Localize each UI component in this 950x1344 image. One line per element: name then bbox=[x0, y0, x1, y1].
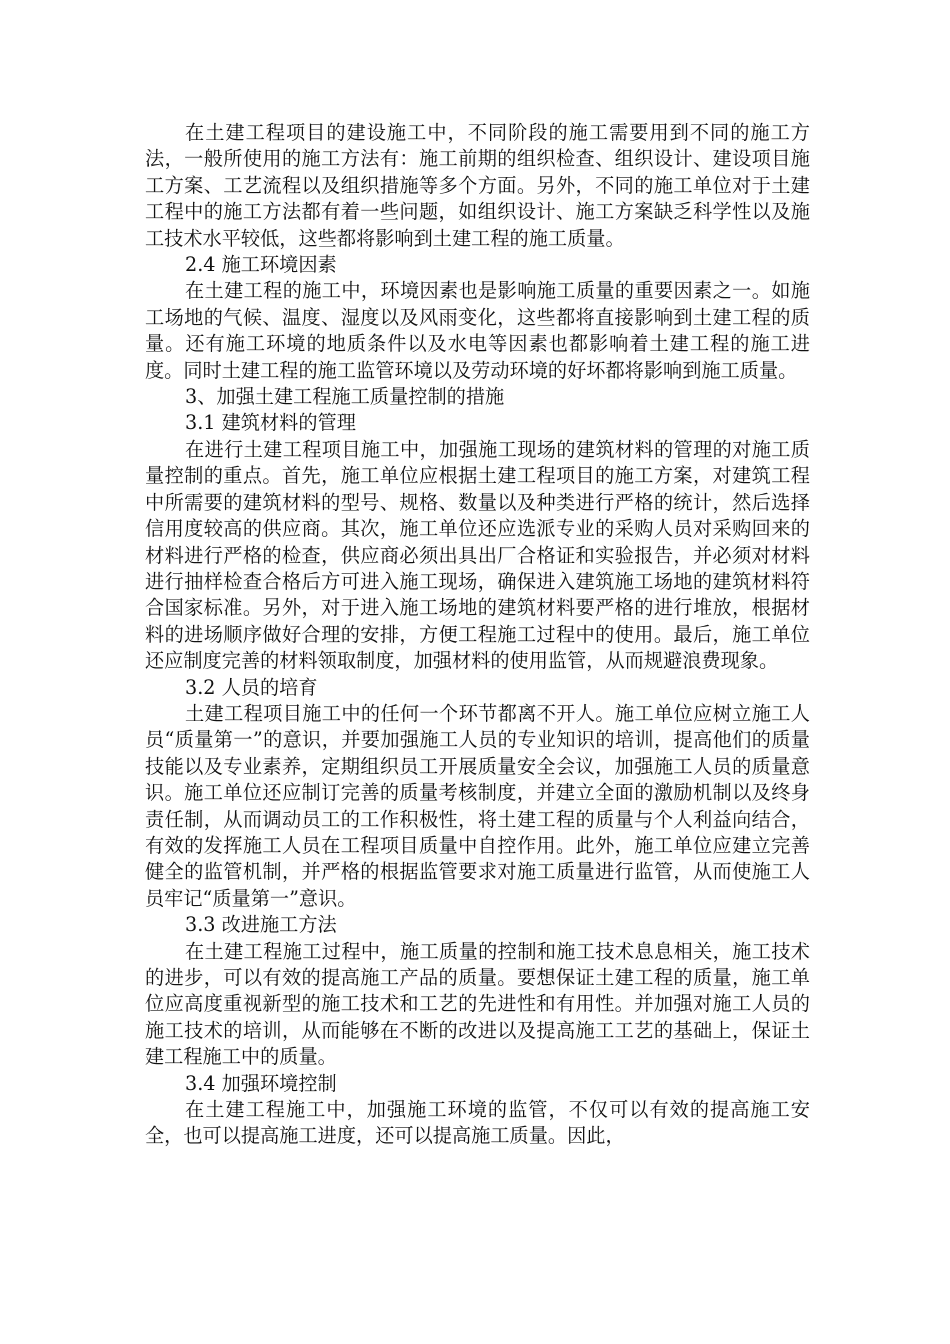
heading-3-2-personnel-training: 3.2 人员的培育 bbox=[185, 675, 318, 699]
paragraph-improve-methods: 在土建工程施工过程中，施工质量的控制和施工技术息息相关，施工技术的进步，可以有效的提高施工产品的质量。要想保证土建工程的质量，施工单位应高度重视新型的施工技术和工艺的先进性和有用性。并加强对施工人员的施工技术的培训，从而能够在不断的改进以及提高施工工艺的基础上，保证土建工程施工中的质量。 bbox=[145, 939, 810, 1069]
heading-3-4-environment-control: 3.4 加强环境控制 bbox=[185, 1071, 337, 1095]
heading-3-1-materials-management: 3.1 建筑材料的管理 bbox=[185, 411, 356, 435]
paragraph-construction-methods: 在土建工程项目的建设施工中，不同阶段的施工需要用到不同的施工方法，一般所使用的施工方法有：施工前期的组织检查、组织设计、建设项目施工方案、工艺流程以及组织措施等多个方面。另外，不同的施工单位对于土建工程中的施工方法都有着一些问题，如组织设计、施工方案缺乏科学性以及施工技术水平较低，这些都将影响到土建工程的施工质量。 bbox=[145, 121, 810, 250]
paragraph-environment-control: 在土建工程施工中，加强施工环境的监管，不仅可以有效的提高施工安全，也可以提高施工进度，还可以提高施工质量。因此， bbox=[145, 1098, 810, 1148]
paragraph-materials-management: 在进行土建工程项目施工中，加强施工现场的建筑材料的管理的对施工质量控制的重点。首先，施工单位应根据土建工程项目的施工方案，对建筑工程中所需要的建筑材料的型号、规格、数量以及种类进行严格的统计，然后选择信用度较高的供应商。其次，施工单位还应选派专业的采购人员对采购回来的材料进行严格的检查，供应商必须出具出厂合格证和实验报告，并必须对材料进行抽样检查合格后方可进入施工现场，确保进入建筑施工场地的建筑材料符合国家标准。另外，对于进入施工场地的建筑材料要严格的进行堆放，根据材料的进场顺序做好合理的安排，方便工程施工过程中的使用。最后，施工单位还应制度完善的材料领取制度，加强材料的使用监管，从而规避浪费现象。 bbox=[145, 437, 810, 673]
heading-3-3-improve-methods: 3.3 改进施工方法 bbox=[185, 913, 337, 937]
paragraph-environment-factors: 在土建工程的施工中，环境因素也是影响施工质量的重要因素之一。如施工场地的气候、温度、湿度以及风雨变化，这些都将直接影响到土建工程的质量。还有施工环境的地质条件以及水电等因素也都影响着土建工程的施工进度。同时土建工程的施工监管环境以及劳动环境的好坏都将影响到施工质量。 bbox=[145, 279, 810, 382]
heading-3-quality-control-measures: 3、加强土建工程施工质量控制的措施 bbox=[185, 385, 505, 409]
heading-2-4-environment-factors: 2.4 施工环境因素 bbox=[185, 253, 337, 277]
paragraph-personnel-training: 土建工程项目施工中的任何一个环节都离不开人。施工单位应树立施工人员“质量第一”的意识，并要加强施工人员的专业知识的培训，提高他们的质量技能以及专业素养，定期组织员工开展质量安全会议，加强施工人员的质量意识。施工单位还应制订完善的质量考核制度，并建立全面的激励机制以及终身责任制，从而调动员工的工作积极性，将土建工程的质量与个人利益向结合，有效的发挥施工人员在工程项目质量中自控作用。此外，施工单位应建立完善健全的监管机制，并严格的根据监管要求对施工质量进行监管，从而使施工人员牢记“质量第一”意识。 bbox=[145, 701, 810, 910]
document-body bbox=[145, 120, 810, 1150]
